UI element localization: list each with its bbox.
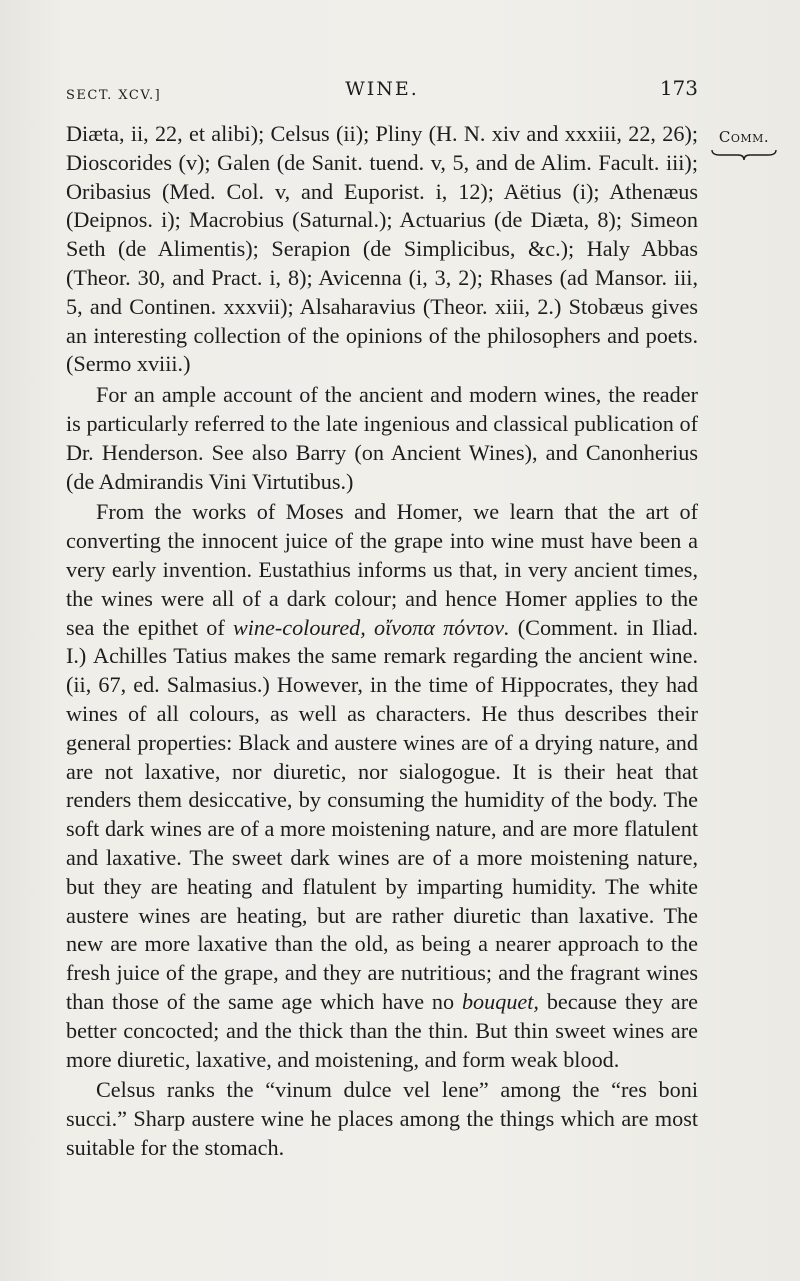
text-run: because they are better concocted; and the thick than the thin. But thin sweet wines are more diuretic, laxative, and moistening, and form weak blood.	[66, 988, 699, 1072]
page-number: 173	[659, 76, 698, 100]
margin-note-label: Comm.	[718, 128, 770, 146]
margin-note	[704, 128, 784, 162]
paragraph-celsus: Celsus ranks the “vinum dulce vel lene” among the “res boni succi.” Sharp austere wine he places among the things which are most suitable for the stomach.	[66, 1077, 698, 1160]
page-title: WINE.	[345, 78, 419, 100]
section-reference: SECT. XCV.]	[66, 88, 162, 103]
text-run: From the works of Moses and Homer, we learn that the art of converting the innocent juice of the grape into wine must have been a very early invention. Eustathius informs us that, in very ancient times, the wines were all of a dark colour; and hence Homer applies to the sea the epithet of	[66, 499, 698, 640]
running-header	[66, 74, 698, 110]
brace-mark	[710, 148, 778, 162]
text-run: (Comment. in Iliad. I.) Achilles Tatius makes the same remark regarding the ancient wine. (ii, 67, ed. Salmasius.) However, in the time of Hippocrates, they had wines of all colours, as well as characters. He thus describes their general properties: Black and austere wines are of a drying nature, and are not laxative, nor diuretic, nor sialogogue. It is their heat that renders them desiccative, by consuming the humidity of the body. The soft dark wines are of a more moistening nature, and are more flatulent and laxative. The sweet dark wines are of a more moistening nature, but they are heating and flatulent by imparting humidity. The white austere wines are heating, but are rather diuretic than laxative. The new are more laxative than the old, as being a nearer approach to the fresh juice of the grape, and they are nutritious; and the fragrant wines than those of the same age which have no	[66, 614, 698, 1014]
main-text	[66, 120, 698, 1163]
paragraph-henderson: For an ample account of the ancient and modern wines, the reader is particularly referred to the late ingenious and classical publication of Dr. Henderson. See also Barry (on Ancient Wines), and Canonherius (de Admirandis Vini Virtutibus.)	[66, 382, 698, 494]
italic-text: wine-coloured, οἴνοπα πόντον.	[232, 614, 510, 640]
paragraph-hippocrates	[66, 498, 698, 1074]
paragraph-references: Diæta, ii, 22, et alibi); Celsus (ii); Pliny (H. N. xiv and xxxiii, 22, 26); Dioscorides (v); Galen (de Sanit. tuend. v, 5, and de Alim. Facult. iii); Oribasius (Med. Col. v, and Euporist. i, 12); Aëtius (i); Athenæus (Deipnos. i); Macrobius (Saturnal.); Actuarius (de Diæta, 8); Simeon Seth (de Alimentis); Serapion (de Simplicibus, &c.); Haly Abbas (Theor. 30, and Pract. i, 8); Avicenna (i, 3, 2); Rhases (ad Mansor. iii, 5, and Continen. xxxvii); Alsaharavius (Theor. xiii, 2.) Stobæus gives an interesting collection of the opinions of the philosophers and poets. (Sermo xviii.)	[66, 121, 698, 377]
italic-text: bouquet,	[461, 988, 539, 1014]
